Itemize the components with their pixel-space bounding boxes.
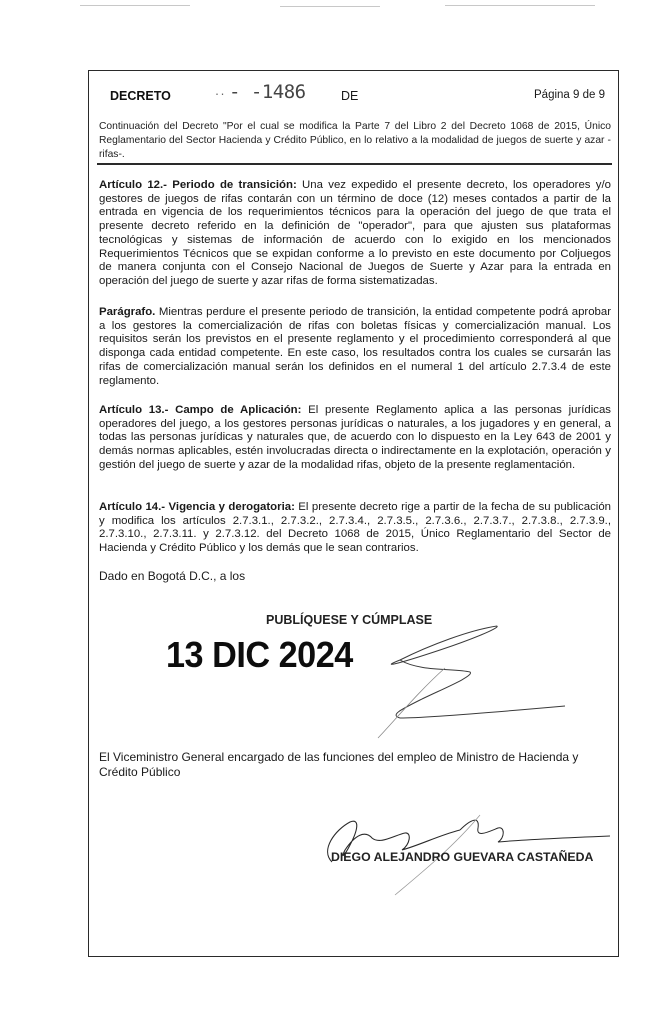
date-stamp: 13 DIC 2024 — [166, 634, 353, 675]
article-13 — [99, 404, 611, 473]
article-12 — [99, 179, 611, 289]
article-text: El presente Reglamento aplica a las personas jurídicas operadores del juego, a los gestores personas jurídicas o naturales, a los jugadores y en general, a todas las personas jurídicas y naturales que, de acuerdo con lo dispuesto en la Ley 643 de 2001 y demás normas aplicables, estén involucradas directa o indirectamente en la explotación, operación y gestión del juego de suerte y azar de la modalidad rifas, objeto de la presente reglamentación. — [99, 404, 612, 471]
signatory-title: El Viceministro General encargado de las funciones del empleo de Ministro de Hacienda y Crédito Público — [99, 750, 579, 779]
given-in-text: Dado en Bogotá D.C., a los — [99, 569, 246, 583]
article-heading: Parágrafo. — [99, 306, 156, 318]
header-separator — [97, 163, 612, 165]
article-heading: Artículo 13.- Campo de Aplicación: — [99, 404, 302, 416]
decree-number-prefix: .. — [214, 87, 226, 98]
publish-label: PUBLÍQUESE Y CÚMPLASE — [266, 613, 433, 627]
article-text: Una vez expedido el presente decreto, los operadores y/o gestores de juegos de rifas contarán con un término de doce (12) meses contados a partir de la entrada en vigencia de los requerimientos técnicos para la operación del juego de que trata el presente decreto referido en la definición de "operador", para que ajusten sus plataformas tecnológicas y sistemas de información de acuerdo con lo exigido en los mencionados Requerimientos Técnicos que se expidan conforme a lo previsto en este documento por Coljuegos de manera conjunta con el Consejo Nacional de Juegos de Suerte y Azar para la entrada en operación del juego de suerte y azar rifas de forma sistematizadas. — [99, 179, 611, 287]
scan-artifact — [445, 5, 595, 6]
paragraph-note — [99, 306, 611, 388]
decree-label: DECRETO — [110, 89, 171, 103]
article-14 — [99, 501, 611, 556]
continuation-heading: Continuación del Decreto "Por el cual se modifica la Parte 7 del Libro 2 del Decreto 1068 de 2015, Único Reglamentario del Sector Hacienda y Crédito Público, en lo relativo a la modalidad de juegos de suerte y azar -rifas-. — [99, 121, 611, 160]
article-text: Mientras perdure el presente periodo de transición, la entidad competente podrá aprobar a los gestores la comercialización de rifas con boletas físicas y comercialización manual. Los requisitos serán los previstos en el presente reglamento y el procedimiento corresponderá al que disponga cada entidad competente. En este caso, los resultados contra los cuales se cursarán las rifas de comercialización manual serán los definidos en el numeral 1 del artículo 2.7.3.4 de este reglamento. — [99, 306, 611, 387]
signatory-name: DIEGO ALEJANDRO GUEVARA CASTAÑEDA — [331, 850, 594, 864]
article-heading: Artículo 12.- Periodo de transición: — [99, 179, 297, 191]
scan-artifact — [80, 5, 190, 6]
page-indicator: Página 9 de 9 — [534, 89, 605, 101]
decree-date-label: DE — [341, 89, 359, 103]
decree-number — [214, 81, 306, 103]
decree-number-value: - -1486 — [229, 81, 306, 103]
scan-artifact — [280, 6, 380, 7]
article-heading: Artículo 14.- Vigencia y derogatoria: — [99, 501, 295, 513]
article-text: El presente decreto rige a partir de la fecha de su publicación y modifica los artículos 2.7.3.1., 2.7.3.2., 2.7.3.4., 2.7.3.5., 2.7.3.6., 2.7.3.7., 2.7.3.8., 2.7.3.9., 2.7.3.10., 2.7.3.11. y 2.7.3.12. del Decreto 1068 de 2015, Único Reglamentario del Sector de Hacienda y Crédito Público y los demás que le sean contrarios. — [99, 501, 611, 555]
